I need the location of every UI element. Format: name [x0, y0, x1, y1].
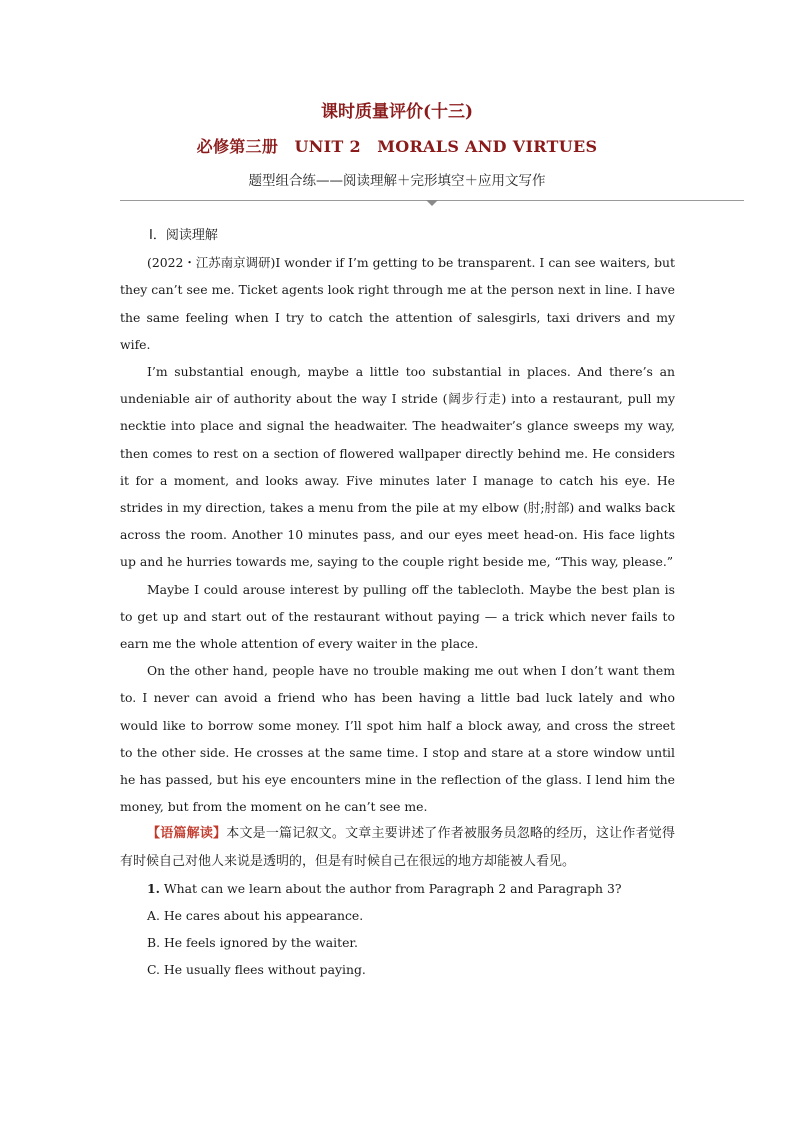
section-heading: Ⅰ．阅读理解	[149, 228, 218, 243]
passage-paragraph-1: (2022・江苏南京调研)I wonder if I’m getting to be transparent. I can see waiters, but they can’t see me. Ticket agents look right through me at the person next in line. I have the same feeling when I try to catch the attention of salesgirls, taxi drivers and my wife.	[120, 255, 675, 352]
analysis-note	[120, 820, 675, 874]
option-b: B. He feels ignored by the waiter.	[147, 935, 358, 951]
question-1	[120, 875, 675, 902]
main-content	[120, 222, 675, 984]
passage-paragraph-4: On the other hand, people have no trouble making me out when I don’t want them to. I never can avoid a friend who has been having a little bad luck lately and who would like to borrow some money. I’ll spot him half a block away, and cross the street to the other side. He crosses at the same time. I stop and stare at a store window until he has passed, but his eye encounters mine in the reflection of the glass. I lend him the money, but from the moment on he can’t see me.	[120, 663, 675, 815]
unit-subtitle: 必修第三册 UNIT 2 MORALS AND VIRTUES	[196, 137, 598, 156]
page-title: 课时质量评价(十三)	[320, 102, 474, 122]
question-stem: What can we learn about the author from Paragraph 2 and Paragraph 3?	[163, 880, 622, 896]
passage-paragraph-3: Maybe I could arouse interest by pulling off the tablecloth. Maybe the best plan is to get up and start out of the restaurant without paying — a trick which never fails to earn me the whole attention of every waiter in the place.	[120, 581, 675, 652]
divider-triangle-icon	[426, 200, 438, 206]
option-a: A. He cares about his appearance.	[147, 908, 364, 924]
analysis-tag: 【语篇解读】	[147, 826, 227, 842]
option-c: C. He usually flees without paying.	[147, 962, 366, 978]
question-type-line: 题型组合练——阅读理解＋完形填空＋应用文写作	[248, 173, 546, 189]
question-number: 1.	[147, 880, 160, 896]
passage-paragraph-2: I’m substantial enough, maybe a little too substantial in places. And there’s an undeniable air of authority about the way I stride (阔步行走) into a restaurant, pull my necktie into place and signal the headwaiter. The headwaiter’s glance sweeps my way, then comes to rest on a section of flowered wallpaper directly behind me. He considers it for a moment, and looks away. Five minutes later I manage to catch his eye. He strides in my direction, takes a menu from the pile at my elbow (肘;肘部) and walks back across the room. Another 10 minutes pass, and our eyes meet head-on. His face lights up and he hurries towards me, saying to the couple right beside me, “This way, please.”	[120, 364, 675, 570]
analysis-text: 本文是一篇记叙文。文章主要讲述了作者被服务员忽略的经历，这让作者觉得有时候自己对他人来说是透明的，但是有时候自己在很远的地方却能被人看见。	[120, 826, 675, 869]
